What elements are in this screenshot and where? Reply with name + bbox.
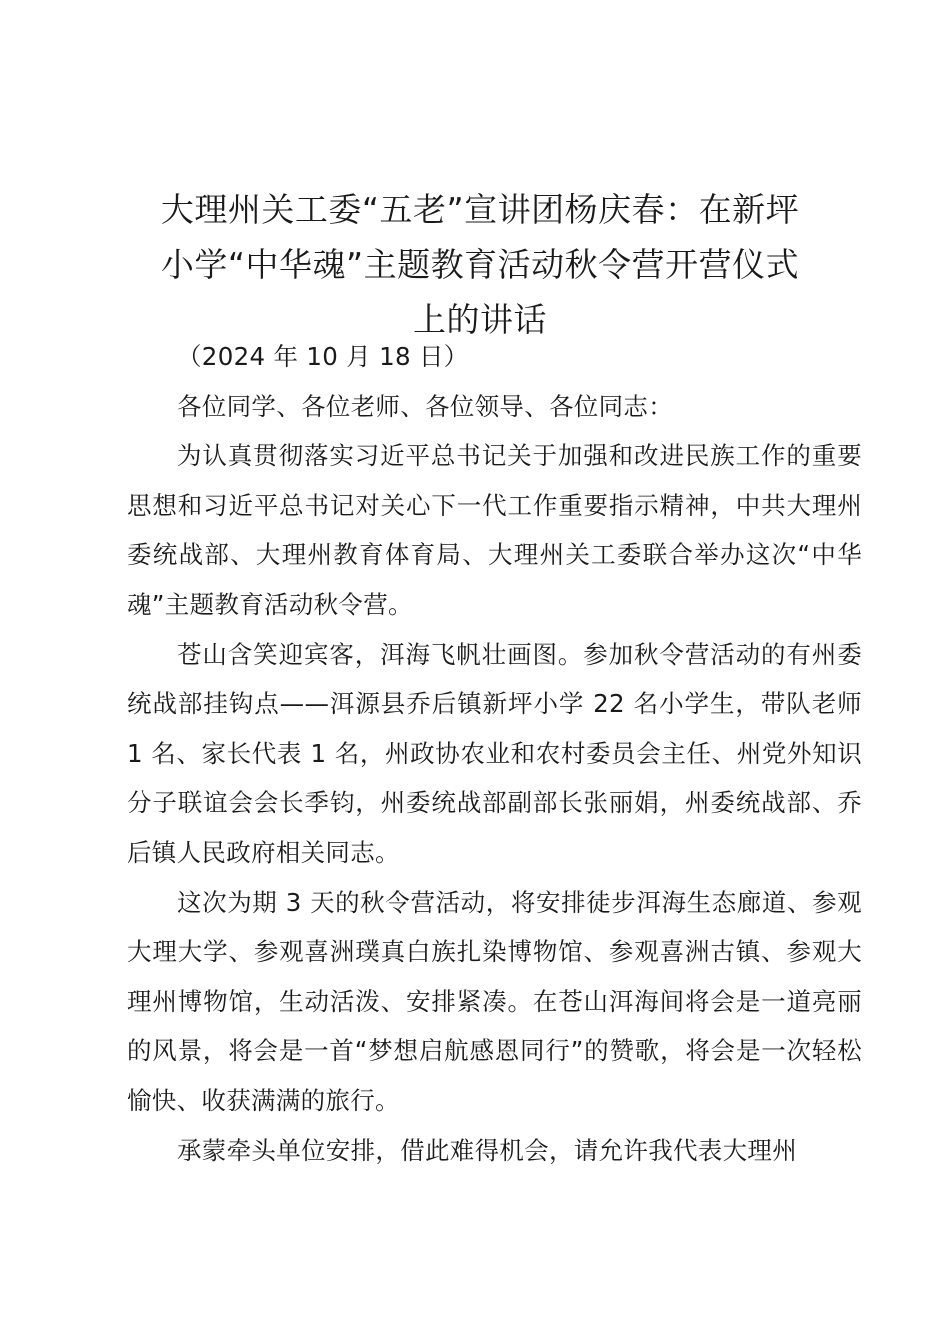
title-line: 小学“中华魂”主题教育活动秋令营开营仪式 [160,245,800,284]
body-paragraph: 为认真贯彻落实习近平总书记关于加强和改进民族工作的重要思想和习近平总书记对关心下一代工作重要指示精神，中共大理州委统战部、大理州教育体育局、大理州关工委联合举办这次“中华魂”主题教育活动秋令营。 [127,441,862,619]
body-paragraph: 苍山含笑迎宾客，洱海飞帆壮画图。参加秋令营活动的有州委统战部挂钩点——洱源县乔后镇新坪小学 22 名小学生，带队老师 1 名、家长代表 1 名，州政协农业和农村委员会主任、州党外知识分子联谊会会长季钧，州委统战部副部长张丽娟，州委统战部、乔后镇人民政府相关同志。 [127,639,862,867]
title-line: 上的讲话 [413,300,547,339]
title-line: 大理州关工委“五老”宣讲团杨庆春：在新坪 [160,190,800,229]
body-paragraph: 这次为期 3 天的秋令营活动，将安排徒步洱海生态廊道、参观大理大学、参观喜洲璞真白族扎染博物馆、参观喜洲古镇、参观大理州博物馆，生动活泼、安排紧凑。在苍山洱海间将会是一道亮丽的风景，将会是一首“梦想启航感恩同行”的赞歌，将会是一次轻松愉快、收获满满的旅行。 [127,887,862,1115]
document-title [110,182,850,347]
document-body [127,332,862,1175]
salutation-paragraph: 各位同学、各位老师、各位领导、各位同志： [177,391,673,421]
speech-date: （2024 年 10 月 18 日） [177,342,469,371]
body-paragraph: 承蒙牵头单位安排，借此难得机会，请允许我代表大理州 [177,1135,797,1165]
